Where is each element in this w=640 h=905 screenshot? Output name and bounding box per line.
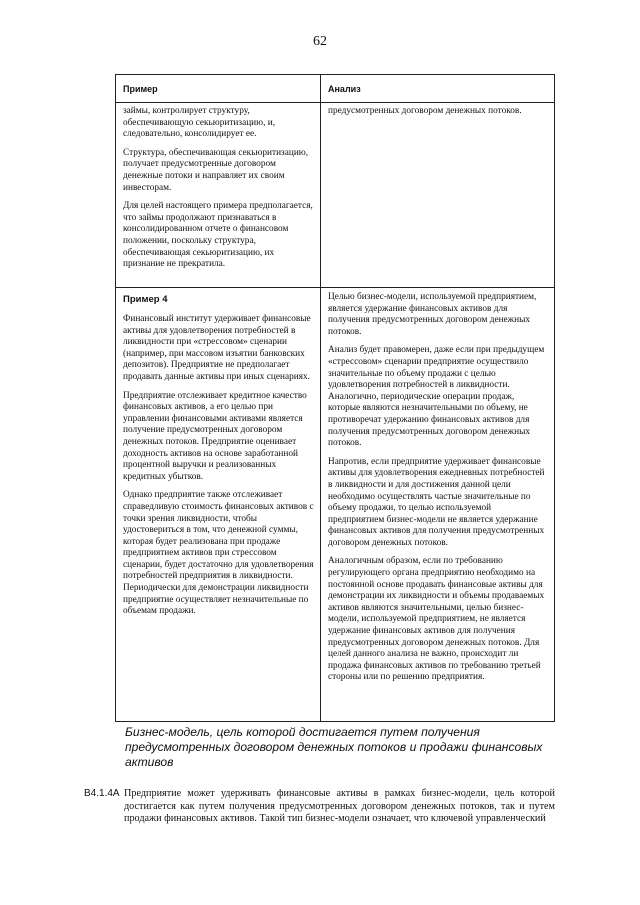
paragraph: Напротив, если предприятие удерживает финансовые активы для удовлетворения ежедневных потребностей в ликвидности и для достижения данной цели необходимо осуществлять частые значительные по объему продажи, то целью используемой предприятием бизнес-модели не является удержание финансовых активов для получения предусмотренных договором денежных потоков.	[328, 456, 545, 548]
paragraph: предусмотренных договором денежных потоков.	[328, 106, 522, 116]
column-header-example: Пример	[116, 75, 321, 103]
paragraph: займы, контролирует структуру, обеспечивающую секьюритизацию, и, следовательно, консолидирует ее.	[123, 106, 276, 140]
example-cell	[116, 288, 321, 722]
paragraph: Однако предприятие также отслеживает справедливую стоимость финансовых активов с точки зрения ликвидности, чтобы удостовериться в том, что денежной суммы, которая будет реализована при продаже предприятием активов при стрессовом сценарии, будет достаточно для удовлетворения потребностей предприятия в ликвидности. Периодически для демонстрации ликвидности предприятие осуществляет незначительные по объемам продажи.	[123, 490, 314, 617]
example-analysis-table	[115, 74, 555, 722]
section-heading: Бизнес-модель, цель которой достигается путем получения предусмотренных договором денежных потоков и продажи финансовых активов	[125, 725, 543, 769]
paragraph: Целью бизнес-модели, используемой предприятием, является удержание финансовых активов для получения предусмотренных договором денежных потоков.	[328, 292, 537, 337]
table-header-row	[116, 75, 555, 103]
example-title: Пример 4	[123, 294, 168, 305]
paragraph-text: Предприятие может удерживать финансовые активы в рамках бизнес-модели, цель которой достигается как путем получения предусмотренных договором денежных потоков, так и путем продажи финансовых активов. Такой тип бизнес-модели означает, что ключевой управленческий	[124, 788, 555, 825]
column-header-analysis: Анализ	[321, 75, 555, 103]
example-cell	[116, 103, 321, 288]
paragraph: Предприятие отслеживает кредитное качество финансовых активов, а его целью при управлении финансовыми активами является получение предусмотренных договором денежных потоков. Предприятие оценивает доходность активов на основе заработанной процентной выручки и реализованных кредитных убытков.	[123, 390, 307, 482]
paragraph: Структура, обеспечивающая секьюритизацию, получает предусмотренные договором денежные потоки и направляет их своим инвесторам.	[123, 147, 309, 193]
paragraph: Анализ будет правомерен, даже если при предыдущем «стрессовом» сценарии предприятие осуществило значительные по объему продажи с целью удовлетворения потребностей в ликвидности. Аналогично, периодические операции продаж, которые являются незначительными по объему, не противоречат удержанию финансовых активов для получения предусмотренных договором денежных потоков.	[328, 345, 545, 449]
analysis-cell	[321, 288, 555, 722]
page-number: 62	[313, 34, 327, 49]
analysis-cell	[321, 103, 555, 288]
paragraph: Финансовый институт удерживает финансовые активы для удовлетворения потребностей в ликвидности при «стрессовом» сценарии (например, при массовом изъятии банковских депозитов). Предприятие не предполагает продавать данные активы при иных сценариях.	[123, 314, 311, 382]
table-row	[116, 103, 555, 288]
paragraph: Для целей настоящего примера предполагается, что займы продолжают признаваться в консолидированном отчете о финансовом положении, поскольку структура, обеспечивающая секьюритизацию, их признание не прекратила.	[123, 201, 313, 270]
paragraph-number: B4.1.4A	[84, 788, 120, 799]
paragraph: Аналогичным образом, если по требованию регулирующего органа предприятию необходимо на постоянной основе продавать финансовые активы для демонстрации их ликвидности и объемы продаваемых активов являются значительными, целью бизнес-модели, используемой предприятием, не является удержание финансовых активов для получения предусмотренных договором денежных потоков. Для целей данного анализа не важно, происходит ли продажа финансовых активов по требованию третьей стороны или по решению предприятия.	[328, 556, 545, 683]
table-row	[116, 288, 555, 722]
